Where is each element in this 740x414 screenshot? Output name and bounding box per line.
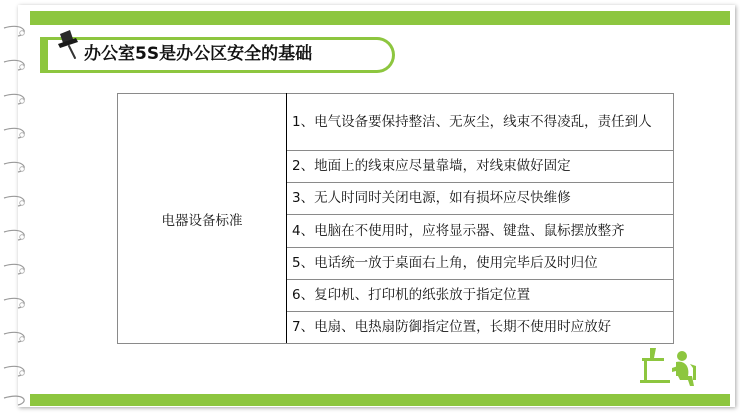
category-cell: 电器设备标准 — [118, 94, 287, 344]
bottom-accent-bar — [30, 394, 730, 406]
top-accent-bar — [30, 11, 730, 25]
item-cell: 4、电脑在不使用时，应将显示器、键盘、鼠标摆放整齐 — [287, 215, 674, 247]
item-cell: 7、电扇、电热扇防御指定位置，长期不使用时应放好 — [287, 311, 674, 343]
item-cell: 2、地面上的线束应尽量靠墙，对线束做好固定 — [287, 151, 674, 183]
spiral-binding-icon — [0, 0, 40, 414]
item-cell: 5、电话统一放于桌面右上角，使用完毕后及时归位 — [287, 247, 674, 279]
item-cell: 1、电气设备要保持整洁、无灰尘，线束不得凌乱，责任到人 — [287, 94, 674, 151]
standards-table — [117, 93, 674, 344]
page-title: 办公室5S是办公区安全的基础 — [84, 44, 313, 64]
item-cell: 6、复印机、打印机的纸张放于指定位置 — [287, 279, 674, 311]
item-cell: 3、无人时同时关闭电源，如有损坏应尽快维修 — [287, 183, 674, 215]
pushpin-icon — [54, 26, 88, 60]
table-row — [118, 94, 674, 151]
office-worker-illustration — [636, 346, 700, 392]
